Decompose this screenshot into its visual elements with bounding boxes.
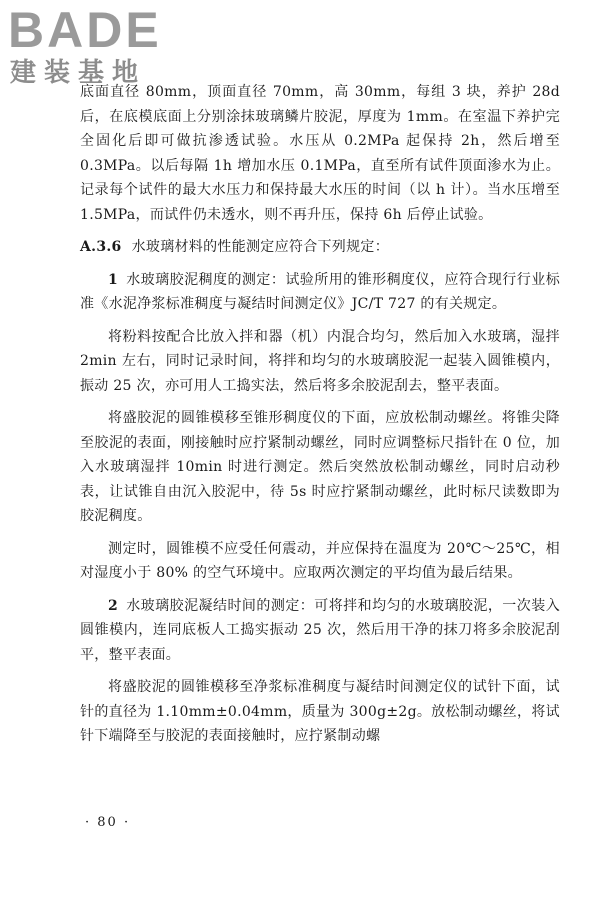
paragraph-continued: 底面直径 80mm，顶面直径 70mm，高 30mm，每组 3 块，养护 28d 后，在底模底面上分别涂抹玻璃鳞片胶泥，厚度为 1mm。在室温下养护完全固化后即可做抗渗透试验。水压从 0.2MPa 起保持 2h，然后增至 0.3MPa。以后每隔 1h 增加水压 0.1MPa，直至所有试件顶面渗水为止。记录每个试件的最大水压力和保持最大水压的时间（以 h 计）。当水压增至 1.5MPa，而试件仍未透水，则不再升压，保持 6h 后停止试验。 xyxy=(80,84,560,223)
item-text: 水玻璃胶泥稠度的测定：试验所用的锥形稠度仪，应符合现行行业标准《水泥净浆标准稠度与凝结时间测定仪》JC/T 727 的有关规定。 xyxy=(80,271,560,312)
item-number: 1 xyxy=(108,271,119,288)
paragraph-measuring: 将盛胶泥的圆锥模移至锥形稠度仪的下面，应放松制动螺丝。将锥尖降至胶泥的表面，刚接触时应拧紧制动螺丝，同时应调整标尺指针在 0 位，加入水玻璃湿拌 10min 时进行测定。然后突然放松制动螺丝，同时启动秒表，让试锥自由沉入胶泥中，待 5s 时应拧紧制动螺丝，此时标尺读数即为胶泥稠度。 xyxy=(80,410,560,524)
logo-latin-text: BADE xyxy=(8,2,162,58)
document-body xyxy=(80,80,560,749)
clause-number: A.3.6 xyxy=(80,239,122,255)
bade-logo xyxy=(8,4,178,90)
paragraph-conditions: 测定时，圆锥模不应受任何震动，并应保持在温度为 20℃～25℃，相对湿度小于 80% 的空气环境中。应取两次测定的平均值为最后结果。 xyxy=(80,540,560,581)
paragraph-setting-time: 将盛胶泥的圆锥模移至净浆标准稠度与凝结时间测定仪的试针下面，试针的直径为 1.10mm±0.04mm，质量为 300g±2g。放松制动螺丝，将试针下端降至与胶泥的表面接触时，应拧紧制动螺 xyxy=(80,679,560,744)
paragraph-mixing: 将粉料按配合比放入拌和器（机）内混合均匀，然后加入水玻璃，湿拌 2min 左右，同时记录时间，将拌和均匀的水玻璃胶泥一起装入圆锥模内，振动 25 次，亦可用人工捣实法，然后将多余胶泥刮去，整平表面。 xyxy=(80,328,560,394)
item-number: 2 xyxy=(108,597,119,614)
item-text: 水玻璃胶泥凝结时间的测定：可将拌和均匀的水玻璃胶泥，一次装入圆锥模内，连同底板人工捣实振动 25 次，然后用干净的抹刀将多余胶泥刮平，整平表面。 xyxy=(80,597,560,663)
clause-text: 水玻璃材料的性能测定应符合下列规定： xyxy=(131,239,389,255)
clause-a-3-6 xyxy=(80,235,560,260)
logo-chinese-text: 建装基地 xyxy=(10,58,147,88)
page-number: · 80 · xyxy=(85,815,131,830)
item-2 xyxy=(80,594,560,668)
item-1 xyxy=(80,268,560,317)
